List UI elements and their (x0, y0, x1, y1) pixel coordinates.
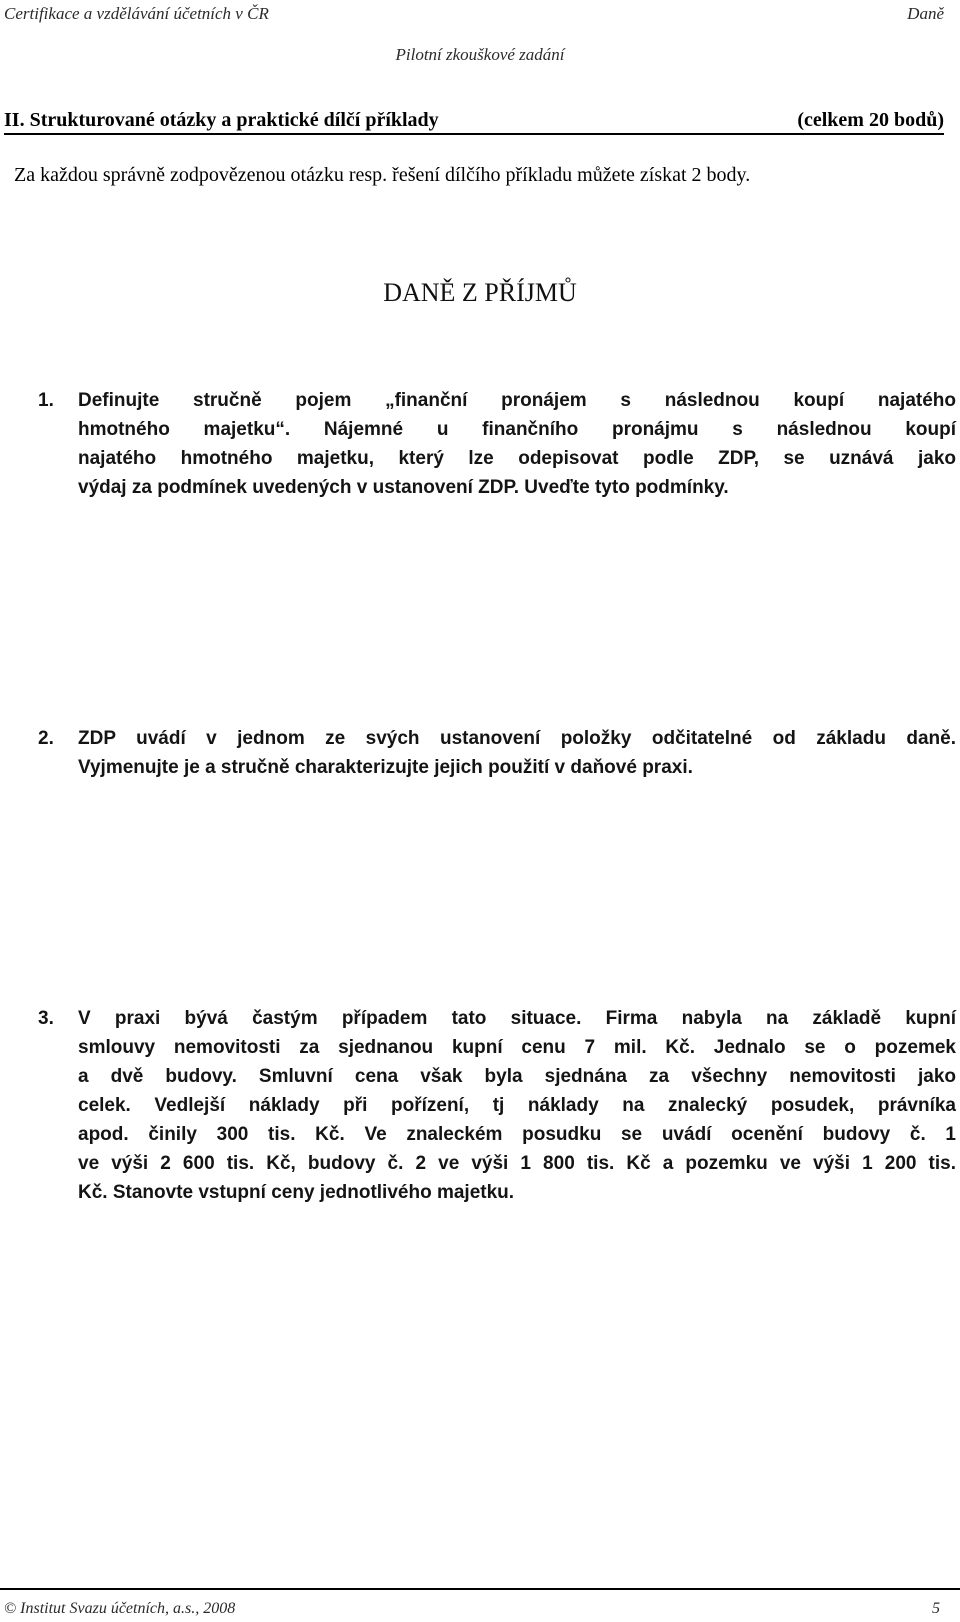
question-2 (38, 724, 956, 782)
question-line: Definujte stručně pojem „finanční pronájem s následnou koupí najatého (78, 390, 956, 411)
question-line: Vyjmenujte je a stručně charakterizujte jejich použití v daňové praxi. (78, 757, 693, 778)
question-line: hmotného majetku“. Nájemné u finančního pronájmu s následnou koupí (78, 419, 956, 440)
question-number: 3. (38, 1008, 54, 1029)
question-line: celek. Vedlejší náklady při pořízení, tj náklady na znalecký posudek, právníka (78, 1095, 956, 1116)
question-1 (38, 386, 956, 502)
header-right: Daně (907, 4, 944, 23)
section-title: II. Strukturované otázky a praktické dílčí příklady (4, 109, 439, 131)
question-3 (38, 1004, 956, 1207)
question-line: výdaj za podmínek uvedených v ustanovení ZDP. Uveďte tyto podmínky. (78, 477, 729, 498)
question-line: a dvě budovy. Smluvní cena však byla sjednána za všechny nemovitosti jako (78, 1066, 956, 1087)
intro-text: Za každou správně zodpovězenou otázku resp. řešení dílčího příkladu můžete získat 2 body. (14, 164, 751, 186)
question-line: najatého hmotného majetku, který lze odepisovat podle ZDP, se uznává jako (78, 448, 956, 469)
question-number: 1. (38, 390, 54, 411)
footer-copyright: © Institut Svazu účetních, a.s., 2008 (4, 1600, 236, 1617)
question-number: 2. (38, 728, 54, 749)
header-subtitle: Pilotní zkouškové zadání (395, 45, 565, 64)
section-header (4, 107, 944, 135)
page-heading: DANĚ Z PŘÍJMŮ (383, 278, 577, 307)
question-line: V praxi bývá častým případem tato situace. Firma nabyla na základě kupní (78, 1008, 956, 1029)
question-line: apod. činily 300 tis. Kč. Ve znaleckém posudku se uvádí ocenění budovy č. 1 (78, 1124, 956, 1145)
header-left: Certifikace a vzdělávání účetních v ČR (4, 4, 269, 23)
section-points: (celkem 20 bodů) (797, 109, 944, 131)
page-number: 5 (932, 1600, 940, 1617)
question-line: ve výši 2 600 tis. Kč, budovy č. 2 ve výši 1 800 tis. Kč a pozemku ve výši 1 200 tis. (78, 1153, 956, 1174)
question-line: ZDP uvádí v jednom ze svých ustanovení položky odčitatelné od základu daně. (78, 728, 956, 749)
question-line: smlouvy nemovitosti za sjednanou kupní cenu 7 mil. Kč. Jednalo se o pozemek (78, 1037, 956, 1058)
footer-rule (0, 1588, 960, 1590)
question-line: Kč. Stanovte vstupní ceny jednotlivého majetku. (78, 1182, 515, 1203)
